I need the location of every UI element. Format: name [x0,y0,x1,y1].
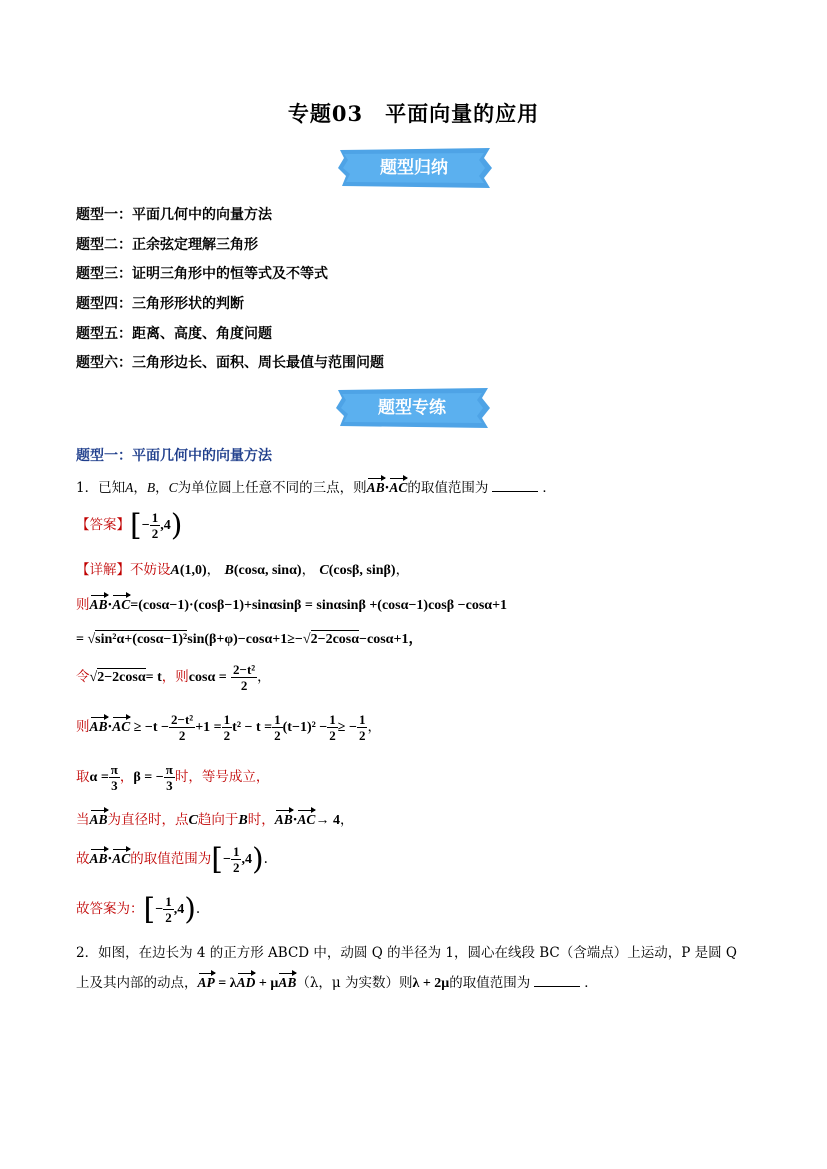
point-b: B [238,813,248,828]
detail-line-5: 则AB·AC ≥ −t − $\frac{\text{2−t²}}{2}$ +1 = $\frac{1}{2}$ t² − t = $\frac{1}{2}$ (t−1)² − $\frac{1}{2}$ ≥ − $\frac{1}{2}$ ， [76,712,381,743]
point-c: C [168,480,178,495]
banner-label: 题型专练 [378,398,446,418]
vector-ab: AB [366,480,385,495]
detail-text: ，则 [161,669,189,685]
q1-text: 1．已知 [76,480,126,496]
q2-text: 上及其内部的动点， [76,975,198,991]
point-b: B [146,480,156,495]
formula: → 4 [315,813,340,828]
question-1: 1．已知A，B，C为单位圆上任意不同的三点，则AB·AC的取值范围为 ． [76,480,556,496]
detail-line-6: 取α = $\frac{\pi}{3}$ ，β = − $\frac{\pi}{3}$ 时，等号成立， [76,762,270,793]
detail-label: 【详解】 [76,562,130,578]
vector-ac: AC [389,480,408,495]
detail-text: 时，等号成立， [174,769,270,785]
answer-label: 【答案】 [76,517,130,533]
fraction-numerator: 2−t² [233,662,256,677]
section-heading: 题型一：平面几何中的向量方法 [76,448,272,464]
fraction-denominator: 2 [240,678,248,693]
question-2-line-1: 2．如图，在边长为 4 的正方形 ABCD 中，动圆 Q 的半径为 1，圆心在线段 BC（含端点）上运动，P 是圆 Q [76,945,737,961]
detail-line-7: 当AB为直径时，点C趋向于B时，AB·AC→ 4， [76,812,354,828]
formula: −cosα+1， [359,632,423,647]
detail-text: 则 [76,719,90,735]
banner-question-types [332,146,496,190]
detail-text: 当 [76,812,90,828]
formula: λ + 2μ [412,976,450,991]
detail-text: 为直径时，点 [107,812,189,828]
toc-item: 题型三：证明三角形中的恒等式及不等式 [76,266,328,282]
formula: = t [145,670,162,685]
answer-blank [492,479,538,492]
detail-line-1: 【详解】不妨设A(1,0)， B(cosα, sinα)， C(cosβ, sinβ)， [76,562,410,578]
page-title: 专题03 平面向量的应用 [287,101,540,126]
formula: =(cosα−1)·(cosβ−1)+sinαsinβ = sinαsinβ +(cosα−1)cosβ −cosα+1 [130,598,508,613]
detail-line-8: 故AB·AC的取值范围为[− $\frac{1}{2}$ ,4). [76,842,268,877]
formula: 2−2cosα [310,632,360,647]
detail-text: 的取值范围为 [130,851,212,867]
toc-item: 题型六：三角形边长、面积、周长最值与范围问题 [76,355,384,371]
formula: 2−2cosα [97,670,146,685]
toc-item: 题型五：距离、高度、角度问题 [76,326,272,342]
detail-text: ， [119,769,134,785]
banner-label: 题型归纳 [380,158,448,178]
detail-text: 趋向于 [197,812,239,828]
point-c: C [188,813,198,828]
detail-line-9: 故答案为：[− $\frac{1}{2}$ ,4). [76,892,201,927]
detail-line-4: 令√2−2cosα= t，则cosα = $\frac{\text{2−t²}}{2}$ ， [76,662,271,693]
q2-text: （λ，μ 为实数）则 [296,975,413,991]
q1-text: 的取值范围为 [407,480,489,496]
q1-text: 为单位圆上任意不同的三点，则 [177,480,367,496]
point-a: A [125,480,134,495]
answer-line: 【答案】[− $\frac{1}{2}$ ,4) [76,508,183,543]
answer-blank [534,974,580,987]
q2-text: 的取值范围为 [449,975,531,991]
toc-item: 题型四：三角形形状的判断 [76,296,244,312]
detail-text: 时， [247,812,275,828]
detail-text: 则 [76,597,90,613]
formula: sin²α+(cosα−1)² [95,632,188,647]
detail-text: 令 [76,669,90,685]
toc-item: 题型二：正余弦定理解三角形 [76,237,258,253]
formula: sin(β+φ)−cosα+1≥− [187,632,303,647]
q2-end: ． [584,975,598,991]
banner-practice [330,386,494,430]
toc-item: 题型一：平面几何中的向量方法 [76,207,272,223]
detail-text: 故答案为： [76,901,144,917]
formula: cosα = [188,670,227,685]
detail-text: 故 [76,851,90,867]
detail-text: 不妨设 [130,562,171,578]
q1-end: ． [542,480,556,496]
question-2-line-2: 上及其内部的动点，AP = λAD + μAB（λ，μ 为实数）则λ + 2μ的取值范围为 ． [76,975,598,991]
detail-line-2: 则AB·AC=(cosα−1)·(cosβ−1)+sinαsinβ = sinαsinβ +(cosα−1)cosβ −cosα+1 [76,597,508,613]
detail-line-3: = √sin²α+(cosα−1)²sin(β+φ)−cosα+1≥−√2−2cosα−cosα+1， [76,632,423,647]
detail-text: 取 [76,769,90,785]
